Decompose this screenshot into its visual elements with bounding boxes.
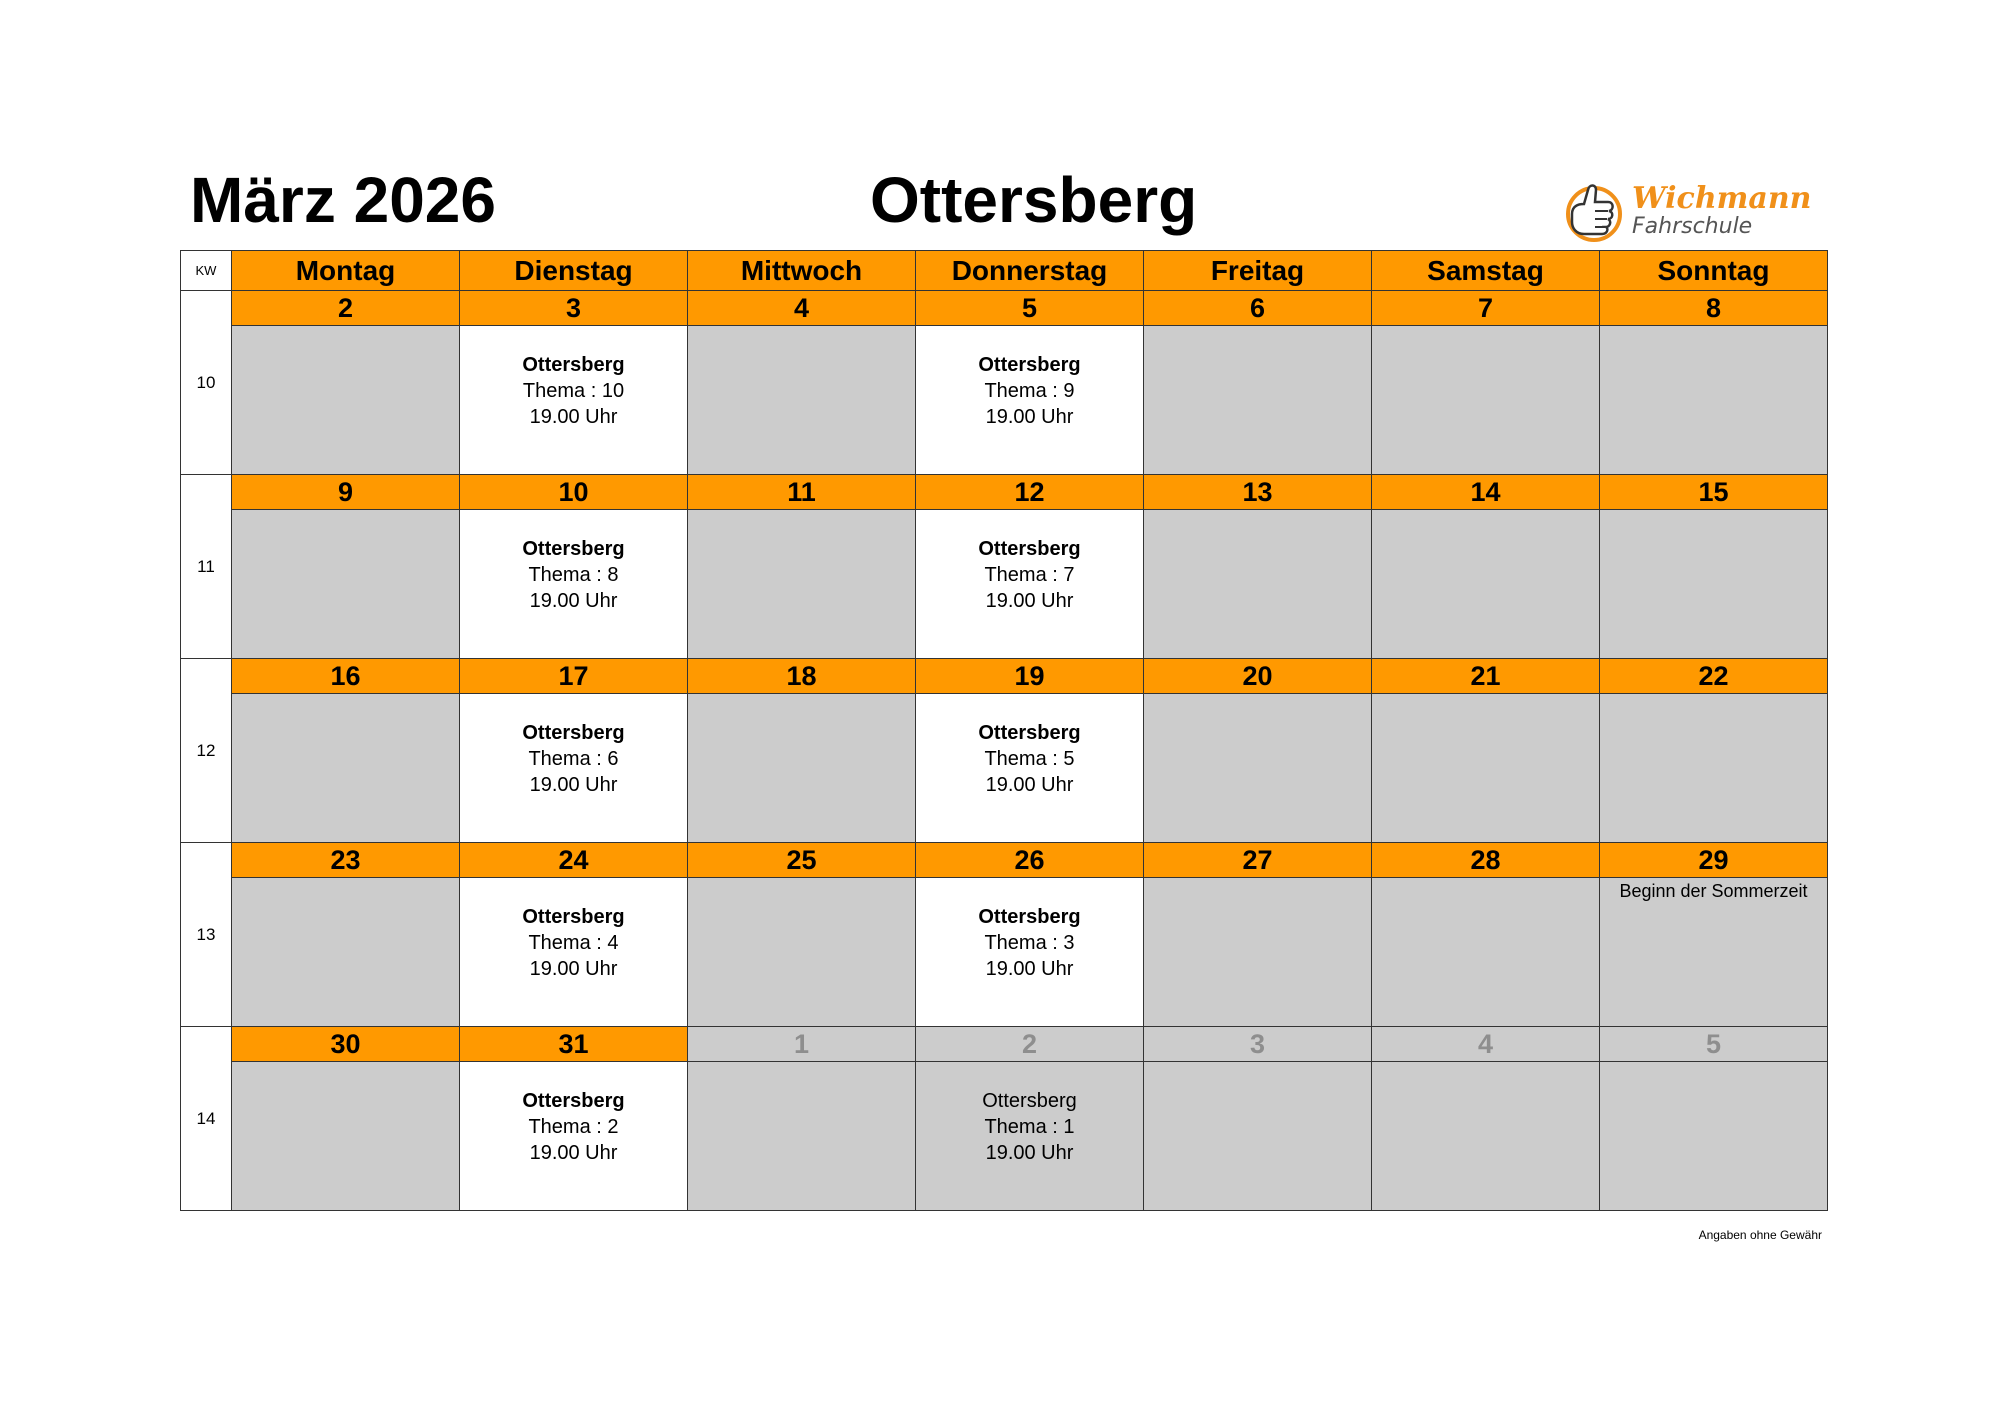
- event: [460, 1062, 687, 1166]
- day-content-row: [181, 510, 1828, 659]
- event-place: Ottersberg: [982, 1090, 1077, 1112]
- event-topic: Thema : 4: [528, 932, 619, 954]
- day-cell: [688, 878, 916, 1027]
- event-time: 19.00 Uhr: [529, 406, 618, 428]
- event-place: Ottersberg: [978, 354, 1081, 376]
- day-cell: [1144, 326, 1372, 475]
- event-time: 19.00 Uhr: [985, 958, 1074, 980]
- date-number-next-month: 3: [1144, 1027, 1372, 1062]
- weekday-header: Donnerstag: [916, 251, 1144, 291]
- event-cell: [460, 510, 688, 659]
- event-topic: Thema : 6: [528, 748, 619, 770]
- event-place: Ottersberg: [978, 538, 1081, 560]
- event-time: 19.00 Uhr: [985, 774, 1074, 796]
- date-row: [181, 291, 1828, 326]
- event-time: 19.00 Uhr: [985, 590, 1074, 612]
- event: [916, 510, 1143, 614]
- date-number: 9: [232, 475, 460, 510]
- event: [460, 694, 687, 798]
- event-topic: Thema : 9: [984, 380, 1075, 402]
- day-cell: [1372, 694, 1600, 843]
- date-number: 15: [1600, 475, 1828, 510]
- event-place: Ottersberg: [522, 1090, 625, 1112]
- date-number: 24: [460, 843, 688, 878]
- day-cell: [1600, 694, 1828, 843]
- event-topic: Thema : 8: [528, 564, 619, 586]
- event-place: Ottersberg: [978, 722, 1081, 744]
- date-number: 18: [688, 659, 916, 694]
- event: [916, 326, 1143, 430]
- day-cell: [232, 326, 460, 475]
- event-place: Ottersberg: [522, 906, 625, 928]
- date-number: 27: [1144, 843, 1372, 878]
- date-number: 28: [1372, 843, 1600, 878]
- date-number: 19: [916, 659, 1144, 694]
- event: [916, 878, 1143, 982]
- event: [916, 1062, 1143, 1166]
- week-number: 10: [181, 291, 232, 475]
- event-cell: [460, 878, 688, 1027]
- weekday-header: Freitag: [1144, 251, 1372, 291]
- weekday-header: Montag: [232, 251, 460, 291]
- date-number: 7: [1372, 291, 1600, 326]
- event-topic: Thema : 3: [984, 932, 1075, 954]
- day-cell: [1600, 326, 1828, 475]
- event-time: 19.00 Uhr: [529, 774, 618, 796]
- day-cell: [1600, 1062, 1828, 1211]
- date-number-next-month: 2: [916, 1027, 1144, 1062]
- day-cell: [688, 694, 916, 843]
- date-number: 2: [232, 291, 460, 326]
- logo-subtitle: Fahrschule: [1632, 214, 1753, 239]
- day-cell: [232, 878, 460, 1027]
- day-cell: [1372, 326, 1600, 475]
- event: [460, 878, 687, 982]
- date-number: 12: [916, 475, 1144, 510]
- day-content-row: [181, 694, 1828, 843]
- weekday-header: Mittwoch: [688, 251, 916, 291]
- day-cell: [1144, 510, 1372, 659]
- date-row: [181, 843, 1828, 878]
- event-time: 19.00 Uhr: [529, 590, 618, 612]
- event-place: Ottersberg: [522, 538, 625, 560]
- date-number: 3: [460, 291, 688, 326]
- event-place: Ottersberg: [522, 722, 625, 744]
- weekday-header: Sonntag: [1600, 251, 1828, 291]
- date-row: [181, 659, 1828, 694]
- thumbs-up-icon: [1558, 170, 1628, 246]
- date-number: 25: [688, 843, 916, 878]
- day-cell: [1600, 878, 1828, 1027]
- week-number: 11: [181, 475, 232, 659]
- date-number-next-month: 4: [1372, 1027, 1600, 1062]
- event-place: Ottersberg: [522, 354, 625, 376]
- event-topic: Thema : 7: [984, 564, 1075, 586]
- month-title: März 2026: [190, 164, 496, 236]
- date-number: 5: [916, 291, 1144, 326]
- date-number: 16: [232, 659, 460, 694]
- day-note: Beginn der Sommerzeit: [1619, 881, 1808, 901]
- day-cell: [1372, 1062, 1600, 1211]
- date-number: 14: [1372, 475, 1600, 510]
- day-cell: [688, 510, 916, 659]
- event-topic: Thema : 2: [528, 1116, 619, 1138]
- day-cell: [1372, 878, 1600, 1027]
- day-content-row: [181, 1062, 1828, 1211]
- day-cell: [1372, 510, 1600, 659]
- week-number: 12: [181, 659, 232, 843]
- event-cell: [916, 1062, 1144, 1211]
- date-number: 6: [1144, 291, 1372, 326]
- location-title: Ottersberg: [870, 164, 1198, 236]
- date-number: 31: [460, 1027, 688, 1062]
- date-row: [181, 475, 1828, 510]
- weekday-header: Samstag: [1372, 251, 1600, 291]
- day-cell: [688, 326, 916, 475]
- date-number: 10: [460, 475, 688, 510]
- event-topic: Thema : 1: [984, 1116, 1075, 1138]
- event-time: 19.00 Uhr: [985, 406, 1074, 428]
- event-topic: Thema : 5: [984, 748, 1075, 770]
- day-cell: [1144, 878, 1372, 1027]
- event-topic: Thema : 10: [522, 380, 625, 402]
- date-row: [181, 1027, 1828, 1062]
- logo-name: Wichmann: [1632, 181, 1812, 216]
- event: [460, 326, 687, 430]
- event-cell: [916, 878, 1144, 1027]
- event-cell: [460, 1062, 688, 1211]
- week-number: 13: [181, 843, 232, 1027]
- event-place: Ottersberg: [978, 906, 1081, 928]
- date-number: 20: [1144, 659, 1372, 694]
- date-number: 8: [1600, 291, 1828, 326]
- date-number: 4: [688, 291, 916, 326]
- date-number: 11: [688, 475, 916, 510]
- disclaimer: Angaben ohne Gewähr: [1698, 1228, 1822, 1242]
- day-cell: [1144, 694, 1372, 843]
- kw-header: KW: [181, 251, 232, 291]
- day-content-row: [181, 878, 1828, 1027]
- day-cell: [1144, 1062, 1372, 1211]
- event-cell: [460, 694, 688, 843]
- date-number: 22: [1600, 659, 1828, 694]
- date-number: 26: [916, 843, 1144, 878]
- date-number: 29: [1600, 843, 1828, 878]
- date-number: 17: [460, 659, 688, 694]
- day-cell: [688, 1062, 916, 1211]
- event-cell: [460, 326, 688, 475]
- date-number: 30: [232, 1027, 460, 1062]
- weekday-header-row: [181, 251, 1828, 291]
- day-cell: [232, 510, 460, 659]
- event-cell: [916, 510, 1144, 659]
- event: [916, 694, 1143, 798]
- event-cell: [916, 694, 1144, 843]
- date-number-next-month: 1: [688, 1027, 916, 1062]
- event-time: 19.00 Uhr: [985, 1142, 1074, 1164]
- date-number: 23: [232, 843, 460, 878]
- event: [460, 510, 687, 614]
- logo: [1558, 170, 1818, 246]
- month-calendar: [180, 250, 1828, 1211]
- event-cell: [916, 326, 1144, 475]
- day-cell: [232, 694, 460, 843]
- date-number: 13: [1144, 475, 1372, 510]
- day-content-row: [181, 326, 1828, 475]
- weekday-header: Dienstag: [460, 251, 688, 291]
- day-cell: [232, 1062, 460, 1211]
- day-cell: [1600, 510, 1828, 659]
- event-time: 19.00 Uhr: [529, 1142, 618, 1164]
- date-number: 21: [1372, 659, 1600, 694]
- event-time: 19.00 Uhr: [529, 958, 618, 980]
- week-number: 14: [181, 1027, 232, 1211]
- date-number-next-month: 5: [1600, 1027, 1828, 1062]
